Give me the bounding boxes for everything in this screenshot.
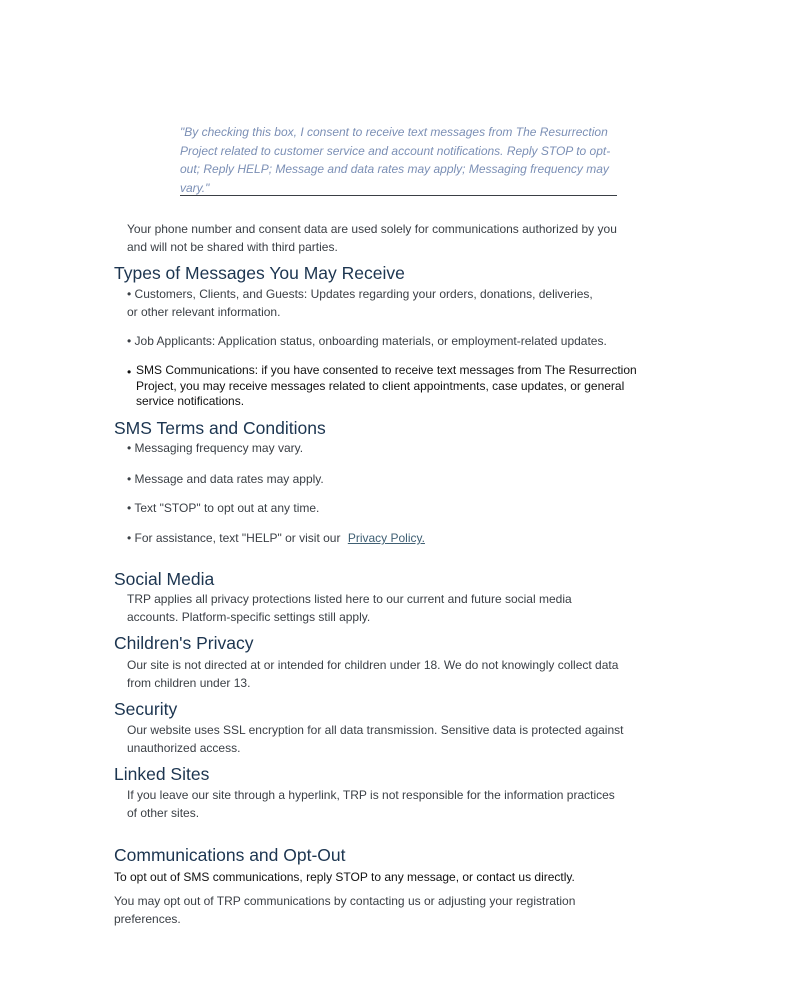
types-bullet-job-applicants: • Job Applicants: Application status, onboarding materials, or employment-related updates. <box>127 334 607 348</box>
heading-childrens-privacy: Children's Privacy <box>114 633 254 653</box>
heading-social-media: Social Media <box>114 569 215 589</box>
sms-bullet-help <box>127 529 425 547</box>
children-paragraph <box>127 656 618 692</box>
intro-line: Your phone number and consent data are used solely for communications authorized by you <box>127 222 617 236</box>
linked-paragraph <box>127 786 615 822</box>
quote-divider <box>180 195 617 196</box>
heading-communications-opt-out: Communications and Opt-Out <box>114 845 346 865</box>
consent-quote-line: "By checking this box, I consent to receive text messages from The Resurrection <box>180 125 608 139</box>
heading-security: Security <box>114 699 178 719</box>
types-bullet-sms <box>136 363 637 410</box>
bullet-line: SMS Communications: if you have consented to receive text messages from The Resurrection <box>136 363 637 377</box>
comms-line: You may opt out of TRP communications by contacting us or adjusting your registration <box>114 894 576 908</box>
social-line: TRP applies all privacy protections listed here to our current and future social media <box>127 592 572 606</box>
heading-types-of-messages: Types of Messages You May Receive <box>114 263 405 283</box>
social-line: accounts. Platform-specific settings still apply. <box>127 610 371 624</box>
security-paragraph <box>127 721 623 757</box>
heading-sms-terms: SMS Terms and Conditions <box>114 418 326 438</box>
types-bullet-sms-marker: • <box>127 365 132 379</box>
security-line: Our website uses SSL encryption for all data transmission. Sensitive data is protected against <box>127 723 624 737</box>
linked-line: If you leave our site through a hyperlink, TRP is not responsible for the information practices <box>127 788 615 802</box>
sms-help-text: • For assistance, text "HELP" or visit our <box>127 531 341 545</box>
consent-quote <box>180 123 640 197</box>
comms-paragraph <box>114 892 575 928</box>
types-bullet-customers <box>127 285 593 321</box>
social-paragraph <box>127 590 572 626</box>
bullet-line: or other relevant information. <box>127 305 281 319</box>
sms-bullet-rates: • Message and data rates may apply. <box>127 472 324 486</box>
consent-quote-line: out; Reply HELP; Message and data rates may apply; Messaging frequency may <box>180 162 609 176</box>
consent-quote-line: Project related to customer service and account notifications. Reply STOP to opt- <box>180 143 611 158</box>
children-line: from children under 13. <box>127 676 251 690</box>
linked-line: of other sites. <box>127 806 200 820</box>
security-line: unauthorized access. <box>127 741 241 755</box>
consent-quote-line: vary." <box>180 180 210 195</box>
heading-linked-sites: Linked Sites <box>114 764 210 784</box>
bullet-line: • Customers, Clients, and Guests: Updates regarding your orders, donations, deliveries, <box>127 287 593 301</box>
bullet-line: service notifications. <box>136 394 245 408</box>
sms-bullet-stop: • Text "STOP" to opt out at any time. <box>127 501 320 515</box>
children-line: Our site is not directed at or intended for children under 18. We do not knowingly collect data <box>127 658 619 672</box>
intro-paragraph <box>127 220 617 256</box>
privacy-policy-link[interactable]: Privacy Policy. <box>347 531 425 545</box>
comms-sms-optout: To opt out of SMS communications, reply STOP to any message, or contact us directly. <box>114 870 575 884</box>
comms-line: preferences. <box>114 912 181 926</box>
bullet-line: Project, you may receive messages related to client appointments, case updates, or general <box>136 378 625 393</box>
intro-line: and will not be shared with third parties. <box>127 240 338 254</box>
sms-bullet-frequency: • Messaging frequency may vary. <box>127 441 304 455</box>
